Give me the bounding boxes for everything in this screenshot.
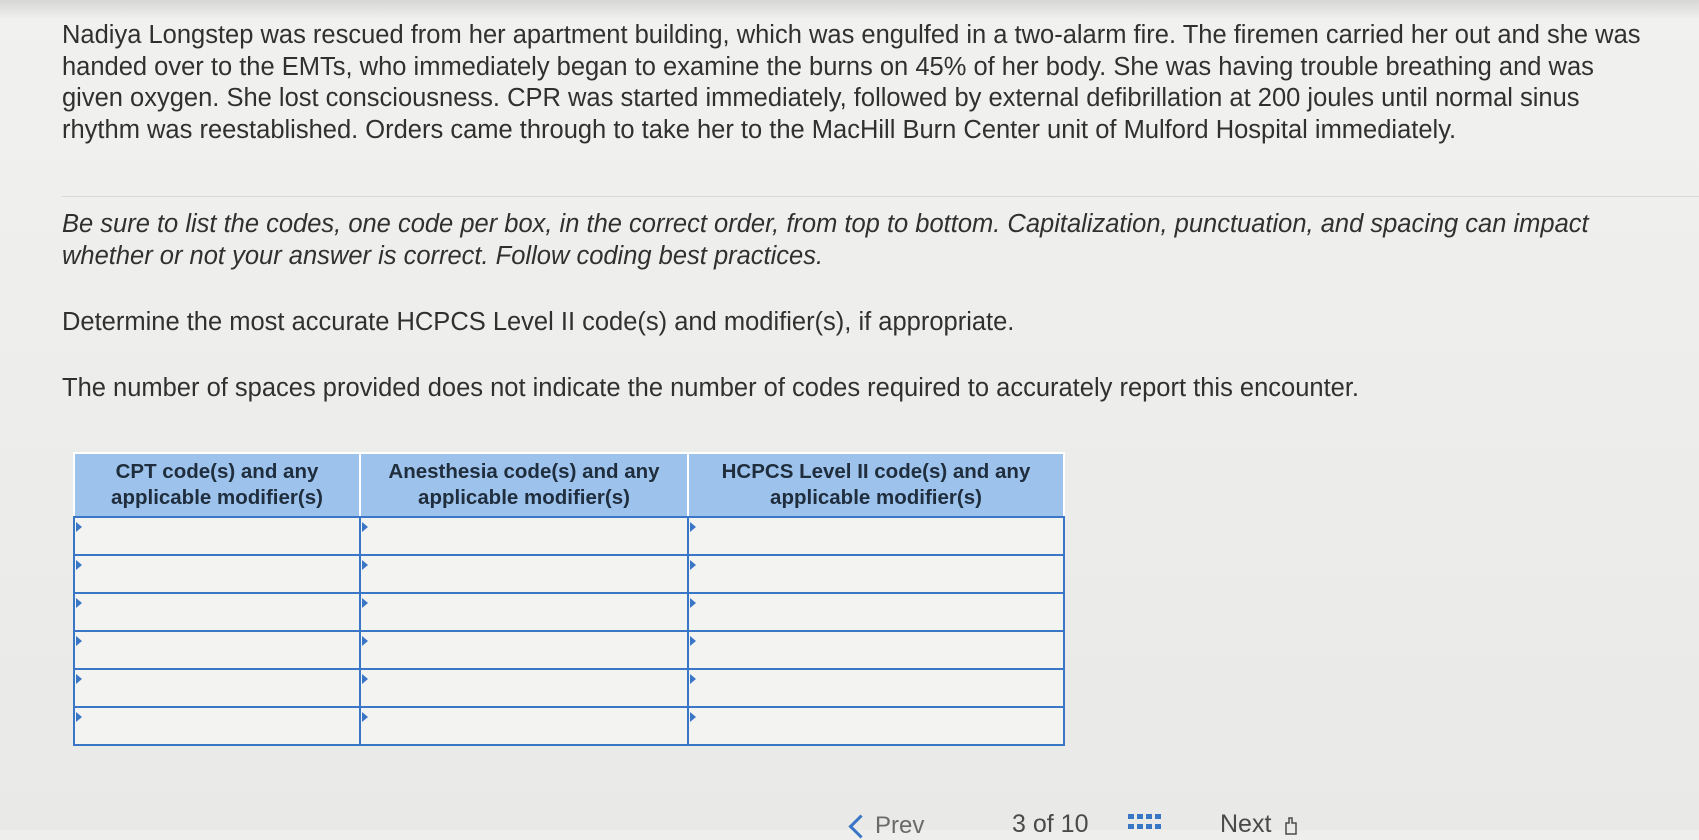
code-answer-table: [73, 452, 1065, 746]
answer-cell-anesthesia: [360, 707, 688, 745]
table-row: [74, 669, 1064, 707]
answer-cell-hcpcs: [688, 669, 1064, 707]
answer-cell-anesthesia: [360, 593, 688, 631]
table-row: [74, 517, 1064, 555]
cell-marker-icon: [76, 522, 82, 532]
anesthesia-code-input[interactable]: [361, 670, 687, 706]
cpt-code-input[interactable]: [75, 556, 359, 592]
anesthesia-code-input[interactable]: [361, 518, 687, 554]
table-body: [74, 517, 1064, 745]
anesthesia-code-input[interactable]: [361, 632, 687, 668]
question-grid-icon[interactable]: [1128, 814, 1162, 830]
spaces-note: The number of spaces provided does not indicate the number of codes required to accurately report this encounter.: [62, 374, 1360, 402]
answer-cell-hcpcs: [688, 707, 1064, 745]
total-pages: 10: [1060, 810, 1089, 838]
page-indicator: [1012, 810, 1088, 839]
hcpcs-code-input[interactable]: [689, 670, 1063, 706]
header-cpt: CPT code(s) and any applicable modifier(s): [74, 453, 360, 517]
cell-marker-icon: [690, 674, 696, 684]
answer-cell-cpt: [74, 593, 360, 631]
hcpcs-code-input[interactable]: [689, 518, 1063, 554]
question-navigation: [0, 808, 1699, 839]
answer-cell-cpt: [74, 631, 360, 669]
section-divider: [62, 196, 1699, 197]
answer-cell-hcpcs: [688, 631, 1064, 669]
answer-cell-anesthesia: [360, 555, 688, 593]
cell-marker-icon: [362, 522, 368, 532]
question-prompt: Determine the most accurate HCPCS Level II code(s) and modifier(s), if appropriate.: [62, 308, 1015, 336]
answer-cell-anesthesia: [360, 669, 688, 707]
anesthesia-code-input[interactable]: [361, 708, 687, 744]
table-row: [74, 593, 1064, 631]
hcpcs-code-input[interactable]: [689, 632, 1063, 668]
cell-marker-icon: [362, 598, 368, 608]
cell-marker-icon: [76, 636, 82, 646]
cell-marker-icon: [690, 712, 696, 722]
answer-cell-hcpcs: [688, 517, 1064, 555]
chevron-left-icon: [848, 814, 872, 838]
table-row: [74, 707, 1064, 745]
hcpcs-code-input[interactable]: [689, 594, 1063, 630]
cell-marker-icon: [76, 674, 82, 684]
prev-button[interactable]: [852, 812, 924, 840]
cpt-code-input[interactable]: [75, 594, 359, 630]
cell-marker-icon: [690, 522, 696, 532]
cell-marker-icon: [690, 636, 696, 646]
cell-marker-icon: [76, 712, 82, 722]
anesthesia-code-input[interactable]: [361, 594, 687, 630]
cell-marker-icon: [76, 598, 82, 608]
answer-cell-cpt: [74, 517, 360, 555]
cell-marker-icon: [690, 598, 696, 608]
scenario-text: Nadiya Longstep was rescued from her apartment building, which was engulfed in a two-alarm fire. The firemen carried her out and she was handed over to the EMTs, who immediately began to examine the burns on 45% of her body. She was having trouble breathing and was given oxygen. She lost consciousness. CPR was started immediately, followed by external defibrillation at 200 joules until normal sinus rhythm was reestablished. Orders came through to take her to the MacHill Burn Center unit of Mulford Hospital immediately.: [62, 21, 1641, 144]
answer-cell-cpt: [74, 669, 360, 707]
answer-cell-cpt: [74, 555, 360, 593]
answer-cell-anesthesia: [360, 631, 688, 669]
header-anesthesia: Anesthesia code(s) and any applicable modifier(s): [360, 453, 688, 517]
answer-cell-cpt: [74, 707, 360, 745]
header-hcpcs: HCPCS Level II code(s) and any applicable modifier(s): [688, 453, 1064, 517]
answer-cell-anesthesia: [360, 517, 688, 555]
cpt-code-input[interactable]: [75, 670, 359, 706]
table-row: [74, 631, 1064, 669]
cursor-hand-icon: [1281, 815, 1299, 835]
cell-marker-icon: [362, 674, 368, 684]
instructions-text: Be sure to list the codes, one code per box, in the correct order, from top to bottom. Capitalization, punctuation, and spacing can impact whether or not your answer is correct. Follow coding best practices.: [62, 210, 1589, 270]
cell-marker-icon: [362, 636, 368, 646]
table-header-row: [74, 453, 1064, 517]
cell-marker-icon: [362, 560, 368, 570]
next-label: Next: [1220, 810, 1272, 838]
cell-marker-icon: [362, 712, 368, 722]
hcpcs-code-input[interactable]: [689, 708, 1063, 744]
current-page: 3: [1012, 810, 1026, 838]
top-edge: [0, 0, 1699, 18]
prev-label: Prev: [875, 812, 925, 839]
cpt-code-input[interactable]: [75, 708, 359, 744]
next-button[interactable]: [1220, 810, 1299, 839]
hcpcs-code-input[interactable]: [689, 556, 1063, 592]
cpt-code-input[interactable]: [75, 518, 359, 554]
of-label: of: [1032, 810, 1054, 838]
answer-cell-hcpcs: [688, 555, 1064, 593]
cpt-code-input[interactable]: [75, 632, 359, 668]
cell-marker-icon: [76, 560, 82, 570]
anesthesia-code-input[interactable]: [361, 556, 687, 592]
table-row: [74, 555, 1064, 593]
answer-cell-hcpcs: [688, 593, 1064, 631]
cell-marker-icon: [690, 560, 696, 570]
